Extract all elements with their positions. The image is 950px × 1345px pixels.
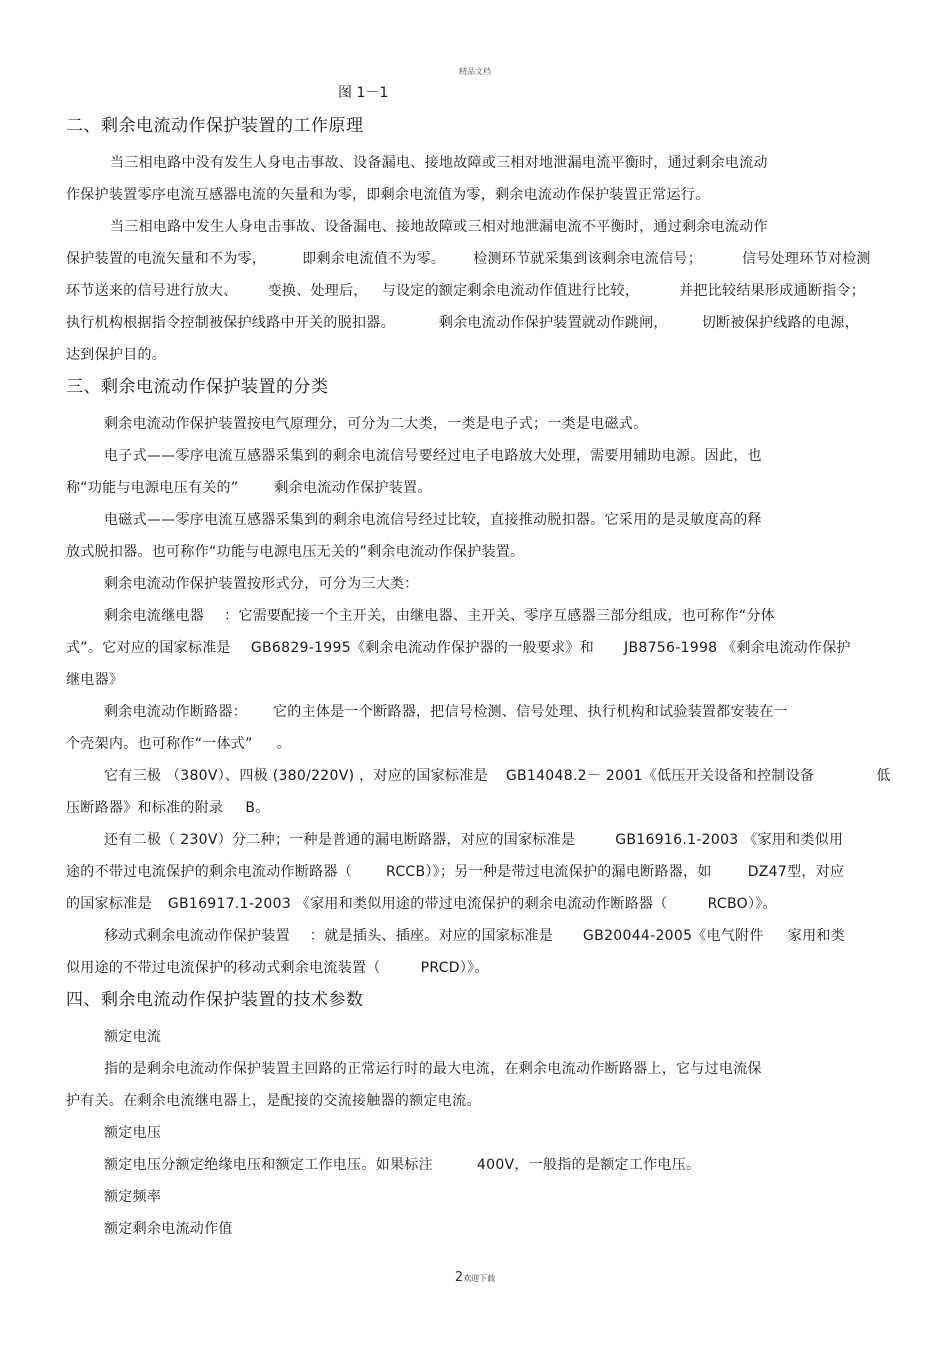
paragraph-line xyxy=(66,632,884,664)
paragraph-line xyxy=(66,696,884,728)
section-heading-principle: 二、剩余电流动作保护装置的工作原理 xyxy=(66,116,364,136)
paragraph-line: 达到保护目的。 xyxy=(66,347,167,363)
standard-reference: GB14048.2－ 2001《低压开关设备和控制设备 xyxy=(505,768,815,784)
term-label: 剩余电流继电器 xyxy=(104,608,205,624)
text-fragment: 途的不带过电流保护的剩余电流动作断路器（ xyxy=(66,864,352,880)
text-fragment: DZ47型，对应 xyxy=(747,864,845,880)
text-fragment: 个壳架内。也可称作“一体式” xyxy=(66,736,253,752)
text-fragment: 它的主体是一个断路器，把信号检测、信号处理、执行机构和试验装置都安装在一 xyxy=(273,704,788,720)
header-watermark: 精品文档 xyxy=(459,67,491,76)
parameter-title: 额定电压 xyxy=(104,1125,162,1141)
text-fragment: 的国家标准是 xyxy=(66,896,152,912)
paragraph-line: 指的是剩余电流动作保护装置主回路的正常运行时的最大电流，在剩余电流动作断路器上，它与过电流保 xyxy=(104,1061,762,1077)
paragraph-line xyxy=(66,952,884,984)
paragraph-line xyxy=(66,920,884,952)
text-fragment: ：它需要配接一个主开关，由继电器、主开关、零序互感器三部分组成，也可称作“分体 xyxy=(224,608,776,624)
paragraph-line xyxy=(66,792,884,824)
paragraph-line xyxy=(66,275,884,307)
text-fragment: 额定电压分额定绝缘电压和额定工作电压。如果标注 xyxy=(104,1157,433,1173)
text-fragment: B。 xyxy=(245,800,270,816)
text-fragment: 执行机构根据指令控制被保护线路中开关的脱扣器。 xyxy=(66,315,395,331)
standard-reference: JB8756-1998 《剩余电流动作保护 xyxy=(624,640,851,656)
parameter-title: 额定频率 xyxy=(104,1189,162,1205)
text-fragment: 环节送来的信号进行放大、 xyxy=(66,283,238,299)
text-fragment: 与设定的额定剩余电流动作值进行比较， xyxy=(381,283,640,299)
text-fragment: 还有二极（ 230V）分二种；一种是普通的漏电断路器，对应的国家标准是 xyxy=(104,832,576,848)
text-fragment: 似用途的不带过电流保护的移动式剩余电流装置（ xyxy=(66,960,381,976)
paragraph-line: 剩余电流动作保护装置按形式分，可分为三大类： xyxy=(104,576,419,592)
paragraph-line xyxy=(66,728,884,760)
paragraph-line: 作保护装置零序电流互感器电流的矢量和为零，即剩余电流值为零，剩余电流动作保护装置正常运行。 xyxy=(66,187,710,203)
text-fragment: 切断被保护线路的电源， xyxy=(701,315,860,331)
figure-caption: 图 1－1 xyxy=(338,85,389,101)
paragraph-line xyxy=(66,600,884,632)
text-fragment: 它有三极 （380V）、四极 (380/220V) ，对应的国家标准是 xyxy=(104,768,488,784)
section-heading-parameters: 四、剩余电流动作保护装置的技术参数 xyxy=(66,990,364,1010)
paragraph-line: 护有关。在剩余电流继电器上，是配接的交流接触器的额定电流。 xyxy=(66,1093,481,1109)
text-fragment: 家用和类 xyxy=(787,928,845,944)
text-fragment: RCCB）》；另一种是带过电流保护的漏电断路器，如 xyxy=(386,864,712,880)
paragraph-line: 电磁式——零序电流互感器采集到的剩余电流信号经过比较，直接推动脱扣器。它采用的是灵敏度高的释 xyxy=(104,512,762,528)
section-heading-classification: 三、剩余电流动作保护装置的分类 xyxy=(66,377,329,397)
paragraph-line xyxy=(66,888,884,920)
paragraph-line xyxy=(66,307,884,339)
page-number: 2 xyxy=(454,1270,464,1285)
standard-reference: GB20044-2005《电气附件 xyxy=(583,928,764,944)
standard-reference: GB16916.1-2003 《家用和类似用 xyxy=(615,832,844,848)
parameter-title: 额定电流 xyxy=(104,1029,162,1045)
paragraph-line xyxy=(66,243,884,275)
text-fragment: 信号处理环节对检测 xyxy=(742,251,871,267)
paragraph-line: 电子式——零序电流互感器采集到的剩余电流信号要经过电子电路放大处理，需要用辅助电源。因此，也 xyxy=(104,448,762,464)
term-label: 剩余电流动作断路器： xyxy=(104,704,247,720)
paragraph-line xyxy=(66,760,891,792)
text-fragment: 检测环节就采集到该剩余电流信号； xyxy=(473,251,703,267)
paragraph-line xyxy=(66,824,884,856)
paragraph-line: 当三相电路中没有发生人身电击事故、设备漏电、接地故障或三相对地泄漏电流平衡时，通过剩余电流动 xyxy=(110,155,768,171)
standard-reference: GB16917.1-2003 《家用和类似用途的带过电流保护的剩余电流动作断路器（ xyxy=(167,896,668,912)
paragraph-line: 当三相电路中发生人身电击事故、设备漏电、接地故障或三相对地泄漏电流不平衡时，通过剩余电流动作 xyxy=(110,219,768,235)
document-body xyxy=(66,114,891,1245)
standard-reference: GB6829-1995《剩余电流动作保护器的一般要求》和 xyxy=(250,640,595,656)
text-fragment: RCBO）》。 xyxy=(707,896,777,912)
text-fragment: 400V，一般指的是额定工作电压。 xyxy=(476,1157,701,1173)
parameter-title: 额定剩余电流动作值 xyxy=(104,1221,233,1237)
text-fragment: 变换、处理后， xyxy=(267,283,368,299)
paragraph-line xyxy=(66,472,884,504)
page-footer xyxy=(0,1270,950,1285)
paragraph-line: 剩余电流动作保护装置按电气原理分，可分为二大类，一类是电子式；一类是电磁式。 xyxy=(104,416,648,432)
text-fragment: 称“功能与电源电压有关的” xyxy=(66,480,239,496)
term-label: 移动式剩余电流动作保护装置 xyxy=(104,928,290,944)
footer-text: 欢迎下载 xyxy=(463,1274,496,1283)
text-fragment: 即剩余电流值不为零。 xyxy=(302,251,446,267)
text-fragment: 。 xyxy=(276,736,292,752)
text-fragment: 剩余电流动作保护装置就动作跳闸， xyxy=(438,315,668,331)
paragraph-line xyxy=(66,856,884,888)
text-fragment: 压断路器》和标准的附录 xyxy=(66,800,224,816)
text-fragment: ：就是插头、插座。对应的国家标准是 xyxy=(309,928,554,944)
text-fragment: 式”。它对应的国家标准是 xyxy=(66,640,231,656)
text-fragment: 保护装置的电流矢量和不为零， xyxy=(66,251,267,267)
text-fragment: PRCD）》。 xyxy=(420,960,489,976)
text-fragment: 剩余电流动作保护装置。 xyxy=(274,480,432,496)
paragraph-line xyxy=(66,1149,884,1181)
paragraph-line: 放式脱扣器。也可称作“功能与电源电压无关的”剩余电流动作保护装置。 xyxy=(66,544,525,560)
text-fragment: 并把比较结果形成通断指令； xyxy=(679,283,866,299)
paragraph-line: 继电器》 xyxy=(66,672,124,688)
text-fragment: 低 xyxy=(876,768,891,784)
